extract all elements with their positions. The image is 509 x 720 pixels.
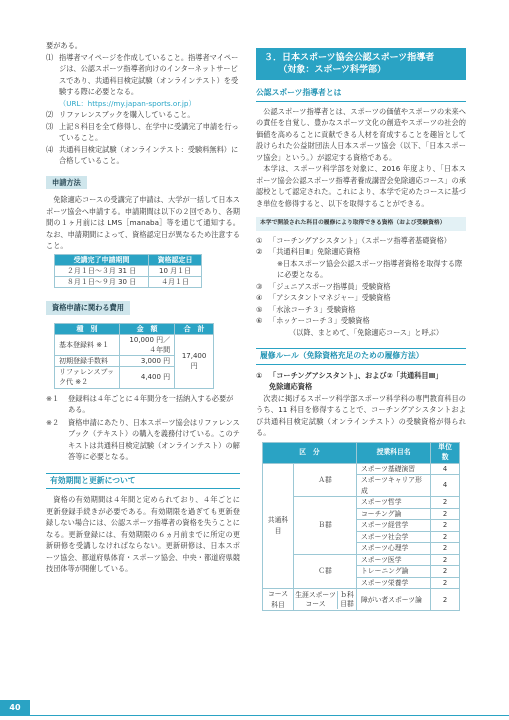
list-item: ④ 「アシスタントマネジャー」受験資格	[256, 293, 391, 303]
list-item: ② 「共通科目Ⅲ」免除適応資格	[256, 247, 361, 257]
table-row: トレーニング論 2	[263, 566, 460, 578]
chapter-heading: ３．日本スポーツ協会公認スポーツ指導者 （対象：スポーツ科学部）	[256, 48, 466, 80]
validity-heading: 有効期間と更新について	[46, 473, 240, 489]
about-heading: 公認スポーツ指導者とは	[256, 87, 466, 101]
table-row: スポーツ栄養学 2	[263, 577, 460, 589]
rules-heading: 履修ルール（免除資格充足のための履修方法）	[256, 348, 466, 364]
period-header: 受講完了申請期間	[55, 254, 149, 265]
application-text: 免除適応コースの受講完了申請は、大学が一括して日本スポーツ協会へ申請する。申請期間は以下の２回であり、各期間の１ヶ月前には LMS［manaba］等を通じて通知する。なお、申請期間によって、資格認定日が異なるため注意すること。	[46, 195, 240, 251]
fee-note-1: ※１ 登録料は４年ごとに４年間分を一括納入する必要がある。	[46, 393, 234, 415]
table-row: Ｃ群 スポーツ医学 2	[263, 554, 460, 566]
requirement-4: ⑷ 共通科目検定試験（オンラインテスト：受験料無料）に合格していること。	[46, 144, 239, 166]
requirement-2: ⑵ リファレンスブックを購入していること。	[46, 110, 195, 120]
fees-label: 資格申請に関わる費用	[46, 301, 130, 315]
list-item: ⑤ 「水泳コーチ３」受験資格	[256, 304, 356, 314]
about-text-2: 本学は、スポーツ科学部を対象に、2016 年度より、「日本スポーツ協会公認スポーツ指導者養成講習会免除適応コース」の承認校として認定された。これにより、本学で定めたコースに基づき単位を修得すると、以下を取得することができる。	[256, 164, 466, 208]
intro-text: 要がある。	[46, 41, 82, 50]
requirement-1: ⑴ 指導者マイページを作成していること。指導者マイページは、公認スポーツ指導者向けのインターネットサービスであり、共通科目検定試験（オンラインテスト）を受験する際に必要となる。 （URL：https://my.japan-sports.or.jp）	[46, 52, 239, 108]
validity-text: 資格の有効期間は４年間と定められており、４年ごとに更新登録手続きが必要である。有効期限を過ぎても更新登録しない場合には、公認スポーツ指導者の資格を失うことになる。更新登録には、有効期限の６ヵ月前までに所定の更新研修を受講しなければならない。更新研修は、日本スポーツ協会、都道府県体育・スポーツ協会、中央・都道府県競技団体等が開催している。	[46, 495, 240, 574]
requirement-3: ⑶ 上記８科目を全て修得し、在学中に受講完了申請を行っていること。	[46, 121, 239, 143]
application-period-table	[54, 254, 202, 288]
list-item: ※日本スポーツ協会公認スポーツ指導者資格を取得する際に必要となる。	[277, 258, 463, 280]
table-row: Ｂ群 スポーツ哲学 2	[263, 497, 460, 509]
page-number: 40	[0, 700, 30, 716]
fee-table: 種 別 金 額 合 計 基本登録料 ※１ 10,000 円／４年間 17,400 円 初期登録手数料 3,000 円 リファレンスブック代 ※２ 4,400 円	[54, 323, 214, 389]
list-item: ⑥ 「ホッケーコーチ３」受験資格	[256, 316, 370, 326]
list-item: ① 「コーチングアシスタント」（スポーツ指導者基礎資格）	[256, 235, 451, 245]
table-row: ２月１日～３月 31 日 10 月１日	[55, 265, 202, 276]
table-row: コース科目 生涯スポーツコース ｂ科目群 障がい者スポーツ論 2	[263, 589, 460, 611]
left-column	[46, 40, 240, 575]
rules-text: 次表に掲げるスポーツ科学部スポーツ科学科の専門教育科目のうち、11 科目を修得することで、コーチングアシスタントおよび共通科目検定試験（オンラインテスト）の受験資格が得られる。	[256, 393, 466, 438]
fee-note-2: ※２ 資格申請にあたり、日本スポーツ協会はリファレンスブック（テキスト）の購入を義務付けている。このテキストは共通科目検定試験（オンラインテスト）の解答等に必要となる。	[46, 417, 240, 462]
about-text-1: 公認スポーツ指導者とは、スポーツの価値やスポーツの未来への責任を自覚し、豊かなスポーツ文化の創造やスポーツの社会的価値を高めることに貢献できる人材を育成することを趣旨として設けられた公益財団法人日本スポーツ協会（以下、「日本スポーツ協会」という。）が認定する資格である。	[256, 106, 466, 162]
qualifications-tag: 本学で開設された科目の履修により取得できる資格（および受験資格）	[256, 217, 466, 230]
url-link[interactable]: （URL：https://my.japan-sports.or.jp）	[59, 98, 196, 108]
course-table: 区 分 授業科目名 単位数 共通科目 Ａ群 スポーツ基礎演習 4 スポーツキャリア形成 4 Ｂ群 スポーツ哲学 2 コーチング論 2 スポーツ経営学 2 スポーツ社会学 2 スポーツ心理学 2 Ｃ群 スポーツ医学 2 トレーニング論 2 スポーツ栄養学 2 コース科目 生涯スポーツコース ｂ科目群 障がい者スポーツ論 2	[262, 442, 460, 612]
application-label: 申請方法	[46, 176, 87, 190]
footer-rule	[30, 715, 509, 716]
table-row: 初期登録手数料 3,000 円	[55, 356, 214, 367]
course-subjects-label: コース科目	[263, 589, 294, 611]
table-row: スポーツキャリア形成 4	[263, 475, 460, 497]
rule-item: ① 「コーチングアシスタント」、および②「共通科目Ⅲ」 免除適応資格	[256, 370, 443, 392]
table-row: 基本登録料 ※１ 10,000 円／４年間 17,400 円	[55, 334, 214, 355]
list-item: （以降、まとめて、「免除適応コース」と呼ぶ）	[289, 327, 444, 337]
table-row: 共通科目 Ａ群 スポーツ基礎演習 4	[263, 463, 460, 475]
table-row: リファレンスブック代 ※２ 4,400 円	[55, 367, 214, 388]
list-item: ③ 「ジュニアスポーツ指導員」受験資格	[256, 281, 391, 291]
certification-date-header: 資格認定日	[149, 254, 202, 265]
table-row: スポーツ経営学 2	[263, 520, 460, 532]
right-column	[256, 40, 466, 611]
fee-total: 17,400 円	[175, 334, 214, 388]
table-row: ８月１日～９月 30 日 ４月１日	[55, 277, 202, 288]
common-subjects-label: 共通科目	[263, 463, 294, 589]
table-row: スポーツ心理学 2	[263, 543, 460, 555]
table-row: スポーツ社会学 2	[263, 531, 460, 543]
table-row: コーチング論 2	[263, 508, 460, 520]
